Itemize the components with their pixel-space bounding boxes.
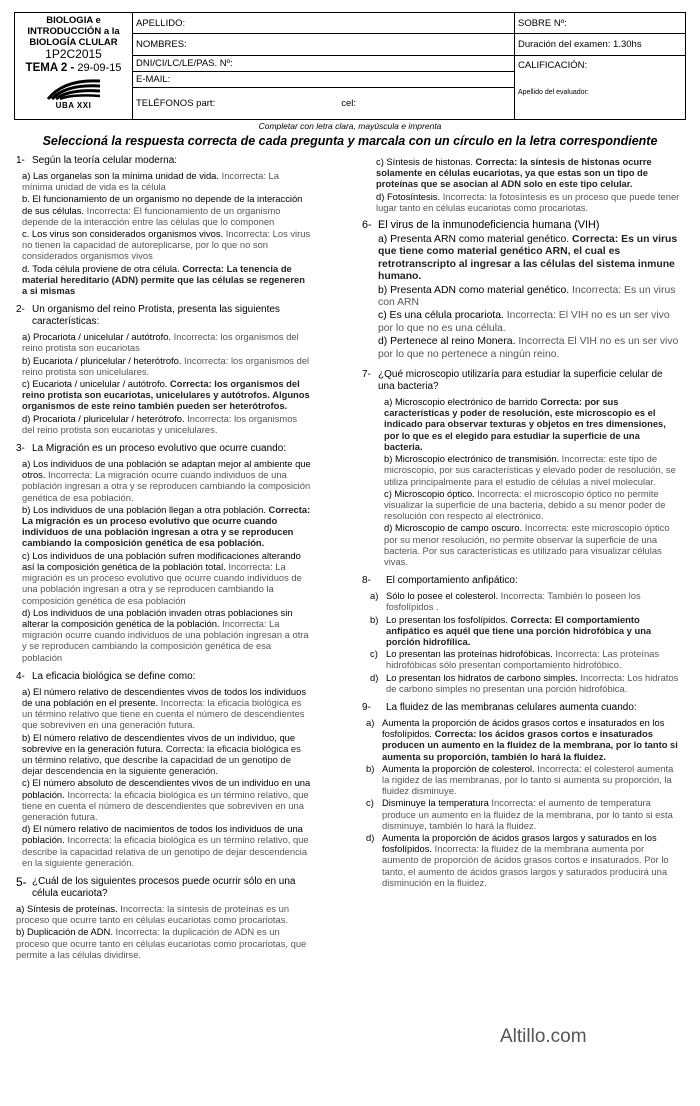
- question-4: [16, 671, 312, 868]
- option-text: b) Los individuos de una población llegan a otra población.: [22, 503, 266, 515]
- exam-instruction: Seleccioná la respuesta correcta de cada pregunta y marcala con un círculo en la letra correspondiente: [42, 134, 658, 148]
- option-text: c. Los virus son considerados organismos vivos.: [22, 228, 224, 240]
- option-b[interactable]: [378, 285, 680, 310]
- option-explanation: Incorrecta: la duplicación de ADN es un proceso que ocurre tanto en células eucariotas como procariotas, que permite a las células dividirse.: [16, 926, 307, 960]
- option-text: b) Microscopio electrónico de transmisión.: [384, 453, 560, 465]
- option-text: Lo presentan los hidratos de carbono simples.: [386, 671, 578, 683]
- option-a[interactable]: [22, 458, 312, 503]
- fill-instructions-note: Completar con letra clara, mayúscula e imprenta: [258, 121, 442, 131]
- option-b[interactable]: [366, 763, 680, 797]
- option-text: c) Los individuos de una población sufren modificaciones alterando así la composición genética de la población total.: [22, 549, 301, 572]
- telefonos-field[interactable]: TELÉFONOS part:: [136, 98, 216, 109]
- option-c[interactable]: [22, 777, 312, 822]
- option-explanation: Incorrecta: el colesterol aumenta la rigidez de las membranas, por lo tanto si aumenta su proporción, la fluidez disminuye.: [382, 762, 674, 797]
- question-number: 7-: [362, 369, 371, 381]
- option-text: d) Los individuos de una población invaden otras poblaciones sin alterar la composición genética de la población.: [22, 606, 293, 629]
- option-explanation: Incorrecta: La migración ocurre cuando individuos de una población ingresan a otra y se reproducen cambiando la composición genética de esa población.: [22, 469, 311, 503]
- option-b[interactable]: [22, 732, 312, 777]
- question-5-continued: [362, 156, 680, 213]
- option-explanation: Correcta: la síntesis de histonas ocurre solamente en células eucariotas, ya que estas son un tipo de proteínas que se asocian al ADN solo en este tipo celular.: [376, 156, 652, 190]
- option-d[interactable]: [22, 263, 312, 297]
- option-text: d) Microscopio de campo oscuro.: [384, 522, 523, 534]
- option-text: d) El número relativo de nacimientos de todos los individuos de una población.: [22, 823, 303, 846]
- option-text: b) Duplicación de ADN.: [16, 926, 113, 938]
- option-explanation: Incorrecta: la síntesis de proteínas es un proceso que ocurre tanto en células eucariotas como procariotas.: [16, 902, 290, 926]
- option-explanation: Incorrecta: La migración ocurre cuando individuos de una población ingresan a otra y se reproducen cambiando la composición genética de esa población: [22, 617, 309, 663]
- tema-label: TEMA 2 -: [25, 62, 75, 74]
- question-number: 2-: [16, 304, 25, 316]
- option-letter: c): [366, 797, 374, 809]
- option-explanation: Incorrecta: Los hidratos de carbono simples no presentan una porción hidrofóbica.: [386, 671, 679, 694]
- option-c[interactable]: [22, 550, 312, 606]
- option-explanation: Correcta: La migración es un proceso evolutivo que ocurre cuando individuos de una población ingresan a otra y se reproducen cambiando la composición genética de esa población.: [22, 503, 311, 549]
- option-text: b. El funcionamiento de un organismo no depende de la interacción de sus células.: [22, 193, 303, 216]
- option-a[interactable]: [22, 331, 312, 353]
- option-a[interactable]: [370, 590, 680, 612]
- calificacion-box[interactable]: [515, 56, 685, 119]
- question-text: La eficacia biológica se define como:: [32, 670, 196, 682]
- option-a[interactable]: [384, 396, 680, 452]
- option-explanation: Incorrecta: este microscopio óptico por su menor resolución, no permite observar la superficie de una bacteria. Por sus características es utilizado para visualizar células vivas.: [384, 522, 670, 567]
- question-9: [362, 702, 680, 888]
- option-text: c) Microscopio óptico.: [384, 487, 475, 499]
- option-b[interactable]: [384, 453, 680, 487]
- option-explanation: Correcta: El comportamiento anfipático es aquél que tiene una porción hidrofóbica y una porción hidrofílica.: [386, 613, 652, 647]
- option-letter: d): [370, 671, 379, 683]
- question-text: Un organismo del reino Protista, presenta las siguientes características:: [32, 304, 280, 328]
- option-explanation: Incorrecta: Es un virus con ARN: [378, 284, 676, 309]
- question-2: [16, 304, 312, 435]
- option-explanation: Incorrecta: La migración es un proceso evolutivo que ocurre cuando individuos de una población ingresan a otra y se reproducen cambiando la composición genética de esa población: [22, 560, 302, 606]
- question-text: El virus de la inmunodeficiencia humana (VIH): [378, 219, 600, 232]
- calificacion-label: CALIFICACIÓN:: [518, 60, 588, 71]
- option-d[interactable]: [376, 191, 680, 213]
- question-5: [16, 876, 312, 960]
- option-explanation: Incorrecta: Las proteínas hidrofóbicas sólo presentan comportamiento hidrofóbico.: [386, 648, 660, 671]
- cel-field[interactable]: cel:: [341, 98, 356, 109]
- nombres-field[interactable]: NOMBRES:: [133, 34, 514, 56]
- option-explanation: Incorrecta: el aumento de temperatura produce un aumento en la fluidez de la membrana, por lo tanto si esta disminuye, también lo hará la fluidez.: [382, 797, 673, 831]
- course-name-line2: INTRODUCCIÓN a la: [27, 26, 120, 37]
- option-text: c) El número absoluto de descendientes vivos de un individuo en una población.: [22, 777, 311, 800]
- apellido-field[interactable]: APELLIDO:: [133, 13, 514, 34]
- option-text: Aumenta la proporción de colesterol.: [382, 762, 535, 774]
- option-text: d) Procariota / pluricelular / heterótrofo.: [22, 412, 185, 424]
- option-letter: b): [370, 613, 379, 625]
- option-text: Sólo lo posee el colesterol.: [386, 590, 499, 602]
- email-field[interactable]: E-MAIL:: [133, 72, 514, 88]
- question-text: El comportamiento anfipático:: [386, 575, 518, 587]
- option-b[interactable]: [22, 504, 312, 549]
- option-text: c) Síntesis de histonas.: [376, 156, 473, 167]
- question-text: Según la teoría celular moderna:: [32, 155, 178, 166]
- student-data-cell: [133, 13, 515, 119]
- option-explanation: Incorrecta: La mínima unidad de vida es la célula: [22, 170, 279, 193]
- option-a[interactable]: [366, 717, 680, 762]
- option-b[interactable]: [16, 926, 312, 960]
- option-text: b) Presenta ADN como material genético.: [378, 284, 570, 296]
- option-explanation: Correcta: la eficacia biológica es un término relativo, que describe la capacidad de un genotipo de dejar descendencia en la siguiente generación.: [22, 742, 301, 777]
- option-text: a) Procariota / unicelular / autótrofo.: [22, 331, 172, 343]
- question-text: ¿Cuál de los siguientes procesos puede ocurrir sólo en una célula eucariota?: [32, 875, 296, 899]
- option-text: Lo presentan los fosfolípidos.: [386, 613, 508, 625]
- option-letter: d): [366, 831, 375, 843]
- option-explanation: Incorrecta: la fotosíntesis es un proceso que puede tener lugar tanto en células eucariotas como procariotas.: [376, 190, 680, 213]
- question-3: [16, 443, 312, 663]
- option-d[interactable]: [22, 823, 312, 868]
- option-c[interactable]: [366, 797, 680, 831]
- option-explanation: Incorrecta: El VIH no es un ser vivo por lo que no es una célula.: [378, 310, 670, 334]
- option-c[interactable]: [370, 648, 680, 670]
- question-7: [362, 369, 680, 567]
- option-c[interactable]: [22, 228, 312, 262]
- option-explanation: Incorrecta: la eficacia biológica es un término relativo, que describe la capacidad relativa de un genotipo de dejar descendencia en la siguiente generación.: [22, 834, 309, 868]
- course-info-cell: [15, 13, 133, 119]
- option-c[interactable]: [22, 378, 312, 412]
- option-text: d) Fotosíntesis.: [376, 190, 441, 202]
- exam-code: 1P2C2015: [45, 47, 102, 61]
- tema-date: 29-09-15: [77, 62, 122, 74]
- option-b[interactable]: [22, 193, 312, 227]
- question-number: 6-: [362, 219, 372, 232]
- option-d[interactable]: [366, 832, 680, 888]
- exam-header: [14, 12, 686, 120]
- sobre-field[interactable]: SOBRE Nº:: [515, 13, 685, 34]
- option-text: c) Eucariota / unicelular / autótrofo.: [22, 378, 168, 390]
- left-column: [16, 155, 312, 968]
- dni-field[interactable]: DNI/CI/LC/LE/PAS. Nº:: [133, 56, 514, 72]
- option-d[interactable]: [370, 672, 680, 694]
- option-text: d) Pertenece al reino Monera.: [378, 336, 516, 348]
- option-explanation: Incorrecta: Los virus no tienen la capacidad de autoreplicarse, por lo que no son considerados organismos vivos: [22, 228, 311, 262]
- question-number: 1-: [16, 155, 25, 166]
- duracion-label: Duración del examen: 1.30hs: [515, 34, 685, 56]
- question-number: 5-: [16, 874, 27, 889]
- option-explanation: Correcta: los ácidos grasos cortos e insaturados producen un aumento en la fluidez de la membrana, por lo tanto si aumenta su proporción, también lo hará la fluidez.: [382, 728, 678, 762]
- option-explanation: Incorrecta El VIH no es un ser vivo por lo que no pertenece a ningún reino.: [378, 336, 679, 360]
- question-text: La fluidez de las membranas celulares aumenta cuando:: [386, 701, 637, 713]
- course-name-line1: BIOLOGIA e: [46, 15, 101, 26]
- tema-line: [15, 62, 132, 75]
- logo-text: UBA XXI: [55, 101, 92, 110]
- option-explanation: Incorrecta: este tipo de microscopio, por sus características y elevado poder de resolución, se utiliza principalmente para el estudio de células a nivel molecular.: [384, 453, 676, 487]
- option-a[interactable]: [378, 234, 680, 284]
- option-d[interactable]: [378, 336, 680, 361]
- telefonos-row: [133, 88, 514, 119]
- option-text: a) El número relativo de descendientes vivos de todos los individuos de una población en el presente.: [22, 685, 307, 708]
- option-d[interactable]: [22, 607, 312, 663]
- option-explanation: Incorrecta: El funcionamiento de un organismo depende de la interacción entre las células que lo componen: [22, 204, 281, 227]
- option-explanation: Incorrecta: la eficacia biológica es un término relativo que tiene en cuenta el número de descendientes que sobreviven en una generación futura.: [22, 696, 305, 731]
- option-text: a) Presenta ARN como material genético.: [378, 234, 570, 246]
- option-text: Disminuye la temperatura: [382, 797, 489, 809]
- question-text: La Migración es un proceso evolutivo que ocurre cuando:: [32, 443, 287, 455]
- question-1: [16, 155, 312, 296]
- course-name-line3: BIOLOGÍA CLULAR: [29, 37, 118, 48]
- option-c[interactable]: [378, 310, 680, 335]
- evaluador-label: Apellido del evaluador:: [518, 89, 589, 96]
- option-explanation: Correcta: Es un virus que tiene como material genético ARN, el cual es retrotranscripto al ingresar a las células del sistema inmune humano.: [378, 234, 678, 283]
- option-text: a) Síntesis de proteínas.: [16, 902, 118, 914]
- question-8: [362, 575, 680, 694]
- option-c[interactable]: [376, 156, 680, 190]
- option-text: Lo presentan las proteínas hidrofóbicas.: [386, 648, 553, 660]
- option-explanation: Incorrecta: los organismos del reino protista son eucariotas: [22, 331, 299, 354]
- option-d[interactable]: [384, 522, 680, 567]
- option-text: Aumenta la proporción de ácidos grasos cortos e insaturados en los fosfolípidos.: [382, 716, 665, 740]
- option-c[interactable]: [384, 488, 680, 522]
- option-explanation: Correcta: La tenencia de material hereditario (ADN) permite que las células se regeneren a si mismas: [22, 262, 305, 297]
- grading-cell: [515, 13, 685, 119]
- option-d[interactable]: [22, 413, 312, 435]
- option-explanation: Incorrecta: la fluidez de la membrana aumenta por aumento de proporción de ácidos grasos cortos e insaturados. Por lo tanto, el aumento de ácidos grasos largos y saturados producirá una disminución en la fluidez.: [382, 843, 669, 888]
- altillo-watermark: Altillo.com: [500, 1026, 587, 1047]
- uba-xxi-logo: [44, 77, 104, 113]
- option-letter: c): [370, 648, 378, 660]
- option-a[interactable]: [22, 170, 312, 192]
- question-number: 3-: [16, 443, 25, 455]
- question-number: 4-: [16, 670, 25, 682]
- option-text: Aumenta la proporción de ácidos grasos largos y saturados en los fosfolípidos.: [382, 831, 657, 855]
- option-explanation: Incorrecta: También lo poseen los fosfolípidos .: [386, 590, 641, 613]
- option-explanation: Incorrecta: los organismos del reino protista son eucariotas y unicelulares.: [22, 412, 298, 435]
- question-number: 9-: [362, 701, 371, 713]
- option-explanation: Correcta: por sus características y poder de resolución, este microscopio es el indicado para observar texturas y objetos en tres dimensiones, por lo que es el elegido para estudiar la superficie de una bacteria.: [384, 396, 666, 452]
- option-explanation: Incorrecta: los organismos del reino protista son unicelulares.: [22, 354, 310, 377]
- uba-swirl-icon: [44, 77, 104, 101]
- option-explanation: Incorrecta: la eficacia biológica es un término relativo, que tiene en cuenta el número de descendientes que sobreviven en una generación futura.: [22, 788, 309, 822]
- option-text: a) Las organelas son la mínima unidad de vida.: [22, 170, 219, 181]
- option-letter: a): [366, 716, 375, 728]
- option-a[interactable]: [16, 903, 312, 925]
- option-text: a) Microscopio electrónico de barrido: [384, 396, 538, 408]
- option-text: b) Eucariota / pluricelular / heterótrofo.: [22, 354, 182, 366]
- question-6: [362, 219, 680, 361]
- option-a[interactable]: [22, 686, 312, 731]
- option-letter: a): [370, 590, 379, 602]
- option-text: b) El número relativo de descendientes vivos de un individuo, que sobrevive en la generación futura.: [22, 731, 296, 754]
- option-b[interactable]: [370, 614, 680, 648]
- option-explanation: Incorrecta: el microscopio óptico no permite visualizar la superficie de una bacteria, debido a su menor poder de resolución con respecto al electrónico.: [384, 487, 666, 522]
- option-text: c) Es una célula procariota.: [378, 310, 504, 322]
- option-letter: b): [366, 762, 375, 774]
- question-text: ¿Qué microscopio utilizaría para estudiar la superficie celular de una bacteria?: [378, 369, 663, 393]
- option-text: d. Toda célula proviene de otra célula.: [22, 262, 180, 274]
- option-text: a) Los individuos de una población se adaptan mejor al ambiente que otros.: [22, 458, 311, 481]
- right-column: [362, 156, 680, 896]
- option-explanation: Correcta: los organismos del reino protista son eucariotas, unicelulares y autótrofos. Algunos organismos de este reino también pueden ser heterótrofos.: [22, 378, 310, 412]
- option-b[interactable]: [22, 355, 312, 377]
- question-number: 8-: [362, 575, 371, 587]
